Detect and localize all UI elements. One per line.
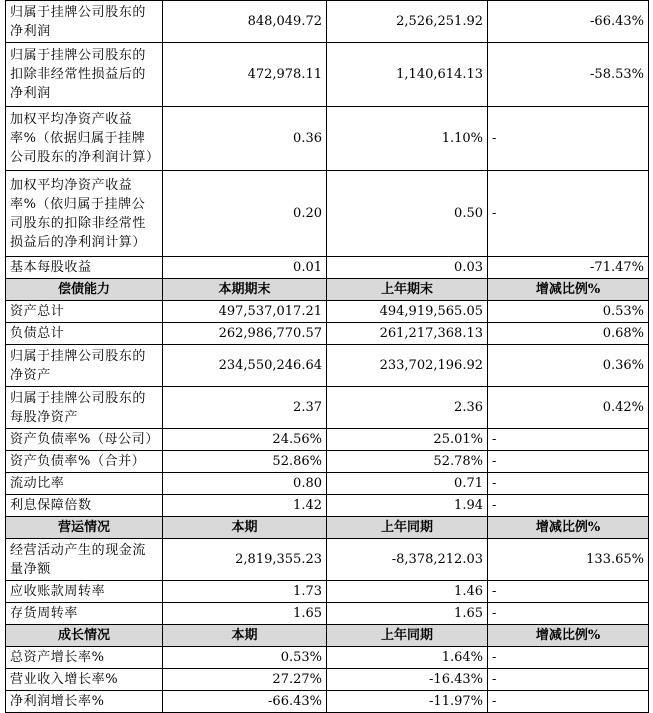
- table-row: [6, 581, 649, 603]
- previous-value: -11.97%: [327, 691, 488, 713]
- current-value: 0.20: [163, 171, 327, 257]
- change-value: 0.68%: [488, 323, 649, 345]
- table-row: [6, 301, 649, 323]
- current-value: -66.43%: [163, 691, 327, 713]
- previous-value: 1,140,614.13: [327, 43, 488, 107]
- table-row: [6, 603, 649, 625]
- row-label: 流动比率: [6, 473, 163, 495]
- row-label: 归属于挂牌公司股东的扣除非经常性损益后的净利润: [6, 43, 163, 107]
- change-value: -: [488, 107, 649, 171]
- current-value: 1.42: [163, 495, 327, 517]
- change-value: 133.65%: [488, 539, 649, 581]
- change-value: -: [488, 691, 649, 713]
- previous-value: 52.78%: [327, 451, 488, 473]
- table-row: [6, 257, 649, 279]
- previous-value: 1.94: [327, 495, 488, 517]
- change-value: -: [488, 603, 649, 625]
- table-row: [6, 669, 649, 691]
- current-value: 848,049.72: [163, 1, 327, 43]
- financial-indicators-table: [5, 0, 649, 713]
- row-label: 存货周转率: [6, 603, 163, 625]
- header-cell: 本期: [163, 517, 327, 539]
- change-value: 0.53%: [488, 301, 649, 323]
- change-value: -: [488, 581, 649, 603]
- row-label: 营业收入增长率%: [6, 669, 163, 691]
- change-value: -: [488, 473, 649, 495]
- row-label: 归属于挂牌公司股东的净资产: [6, 345, 163, 387]
- row-label: 基本每股收益: [6, 257, 163, 279]
- current-value: 0.01: [163, 257, 327, 279]
- previous-value: -16.43%: [327, 669, 488, 691]
- previous-value: 2.36: [327, 387, 488, 429]
- table-row: [6, 323, 649, 345]
- change-value: -: [488, 669, 649, 691]
- table-row: [6, 647, 649, 669]
- change-value: -: [488, 647, 649, 669]
- current-value: 262,986,770.57: [163, 323, 327, 345]
- row-label: 资产负债率%（母公司）: [6, 429, 163, 451]
- header-cell: 偿债能力: [6, 279, 163, 301]
- section-header-growth: [6, 625, 649, 647]
- table-row: [6, 171, 649, 257]
- previous-value: 0.50: [327, 171, 488, 257]
- header-cell: 增减比例%: [488, 279, 649, 301]
- table-row: [6, 345, 649, 387]
- current-value: 234,550,246.64: [163, 345, 327, 387]
- previous-value: 1.64%: [327, 647, 488, 669]
- row-label: 利息保障倍数: [6, 495, 163, 517]
- previous-value: 261,217,368.13: [327, 323, 488, 345]
- table-row: [6, 473, 649, 495]
- change-value: -58.53%: [488, 43, 649, 107]
- previous-value: 0.71: [327, 473, 488, 495]
- current-value: 1.73: [163, 581, 327, 603]
- table-row: [6, 691, 649, 713]
- row-label: 归属于挂牌公司股东的净利润: [6, 1, 163, 43]
- table-row: [6, 429, 649, 451]
- change-value: -: [488, 495, 649, 517]
- section-header-solvency: [6, 279, 649, 301]
- current-value: 472,978.11: [163, 43, 327, 107]
- header-cell: 增减比例%: [488, 625, 649, 647]
- row-label: 加权平均净资产收益率%（依据归属于挂牌公司股东的净利润计算）: [6, 107, 163, 171]
- current-value: 52.86%: [163, 451, 327, 473]
- previous-value: 233,702,196.92: [327, 345, 488, 387]
- row-label: 应收账款周转率: [6, 581, 163, 603]
- previous-value: 0.03: [327, 257, 488, 279]
- change-value: 0.36%: [488, 345, 649, 387]
- header-cell: 上年期末: [327, 279, 488, 301]
- previous-value: 1.65: [327, 603, 488, 625]
- current-value: 24.56%: [163, 429, 327, 451]
- header-cell: 营运情况: [6, 517, 163, 539]
- row-label: 归属于挂牌公司股东的每股净资产: [6, 387, 163, 429]
- header-cell: 增减比例%: [488, 517, 649, 539]
- current-value: 0.80: [163, 473, 327, 495]
- current-value: 2.37: [163, 387, 327, 429]
- change-value: -66.43%: [488, 1, 649, 43]
- previous-value: 494,919,565.05: [327, 301, 488, 323]
- header-cell: 本期: [163, 625, 327, 647]
- row-label: 净利润增长率%: [6, 691, 163, 713]
- change-value: 0.42%: [488, 387, 649, 429]
- table-row: [6, 43, 649, 107]
- current-value: 27.27%: [163, 669, 327, 691]
- table-row: [6, 107, 649, 171]
- table-row: [6, 495, 649, 517]
- previous-value: 1.46: [327, 581, 488, 603]
- previous-value: 25.01%: [327, 429, 488, 451]
- row-label: 经营活动产生的现金流量净额: [6, 539, 163, 581]
- current-value: 1.65: [163, 603, 327, 625]
- previous-value: 1.10%: [327, 107, 488, 171]
- row-label: 资产负债率%（合并）: [6, 451, 163, 473]
- table-row: [6, 1, 649, 43]
- header-cell: 本期期末: [163, 279, 327, 301]
- row-label: 总资产增长率%: [6, 647, 163, 669]
- header-cell: 成长情况: [6, 625, 163, 647]
- header-cell: 上年同期: [327, 517, 488, 539]
- current-value: 0.36: [163, 107, 327, 171]
- row-label: 负债总计: [6, 323, 163, 345]
- current-value: 2,819,355.23: [163, 539, 327, 581]
- change-value: -: [488, 451, 649, 473]
- change-value: -: [488, 429, 649, 451]
- change-value: -71.47%: [488, 257, 649, 279]
- section-header-operation: [6, 517, 649, 539]
- table-row: [6, 451, 649, 473]
- table-row: [6, 539, 649, 581]
- current-value: 497,537,017.21: [163, 301, 327, 323]
- change-value: -: [488, 171, 649, 257]
- header-cell: 上年同期: [327, 625, 488, 647]
- row-label: 资产总计: [6, 301, 163, 323]
- current-value: 0.53%: [163, 647, 327, 669]
- row-label: 加权平均净资产收益率%（依归属于挂牌公司股东的扣除非经常性损益后的净利润计算）: [6, 171, 163, 257]
- previous-value: 2,526,251.92: [327, 1, 488, 43]
- previous-value: -8,378,212.03: [327, 539, 488, 581]
- table-row: [6, 387, 649, 429]
